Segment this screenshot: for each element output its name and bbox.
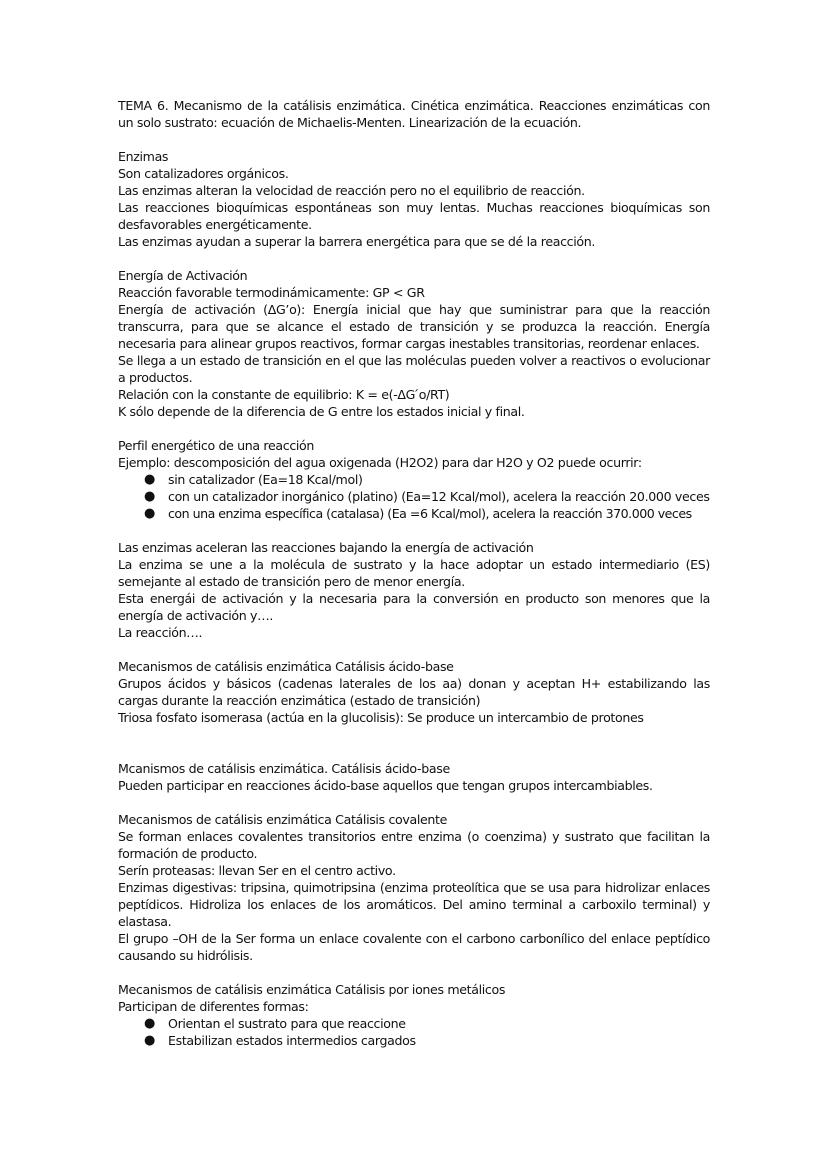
section-heading-enzimas: Enzimas [118,149,169,164]
list-item: ● Estabilizan estados intermedios cargados [144,1033,416,1048]
bullet-icon: ● [144,472,155,487]
paragraph: La enzima se une a la molécula de sustrato y la hace adoptar un estado intermediario (ES) semejante al estado de transición pero de menor energía. [118,557,710,589]
section-heading-perfil: Perfil energético de una reacción [118,438,315,453]
paragraph: Grupos ácidos y básicos (cadenas laterales de los aa) donan y aceptan H+ estabilizando las cargas durante la reacción enzimática (estado de transición) [118,676,710,708]
paragraph: Reacción favorable termodinámicamente: GP < GR [118,285,425,300]
paragraph: Se llega a un estado de transición en el que las moléculas pueden volver a reactivos o evolucionar a productos. [118,353,710,385]
section-heading-covalente: Mecanismos de catálisis enzimática Catálisis covalente [118,812,448,827]
paragraph: Participan de diferentes formas: [118,999,309,1014]
section-heading-metalicos: Mecanismos de catálisis enzimática Catálisis por iones metálicos [118,982,506,997]
paragraph: Energía de activación (ΔG’o): Energía inicial que hay que suministrar para que la reacción transcurra, para que se alcance el estado de transición y se produzca la reacción. Energía necesaria para alinear grupos reactivos, formar cargas inestables transitorias, reordenar enlaces. [118,302,710,351]
paragraph: Pueden participar en reacciones ácido-base aquellos que tengan grupos intercambiables. [118,778,653,793]
bullet-icon: ● [144,506,155,521]
bullet-icon: ● [144,489,155,504]
section-heading-acido-base: Mecanismos de catálisis enzimática Catálisis ácido-base [118,659,454,674]
section-heading-aceleran: Las enzimas aceleran las reacciones bajando la energía de activación [118,540,534,555]
paragraph: Son catalizadores orgánicos. [118,166,289,181]
document-page [118,97,710,1049]
paragraph: K sólo depende de la diferencia de G entre los estados inicial y final. [118,404,525,419]
bullet-list [118,471,710,522]
paragraph: Serín proteasas: llevan Ser en el centro activo. [118,863,396,878]
section-heading-activacion: Energía de Activación [118,268,248,283]
bullet-icon: ● [144,1016,155,1031]
list-item: ● Orientan el sustrato para que reaccione [144,1016,406,1031]
list-item: ● con un catalizador inorgánico (platino) (Ea=12 Kcal/mol), acelera la reacción 20.000 veces [144,489,710,504]
list-item: ● con una enzima específica (catalasa) (Ea =6 Kcal/mol), acelera la reacción 370.000 veces [144,506,692,521]
paragraph: Esta energái de activación y la necesaria para la conversión en producto son menores que la energía de activación y…. [118,591,710,623]
paragraph: Enzimas digestivas: tripsina, quimotripsina (enzima proteolítica que se usa para hidrolizar enlaces peptídicos. Hidroliza los enlaces de los aromáticos. Del amino terminal a carboxilo terminal) y elastasa. [118,880,710,929]
list-item: ● sin catalizador (Ea=18 Kcal/mol) [144,472,363,487]
document-title: TEMA 6. Mecanismo de la catálisis enzimática. Cinética enzimática. Reacciones enzimáticas con un solo sustrato: ecuación de Michaelis-Menten. Linearización de la ecuación. [118,98,710,130]
paragraph: Las enzimas alteran la velocidad de reacción pero no el equilibrio de reacción. [118,183,585,198]
paragraph: Triosa fosfato isomerasa (actúa en la glucolisis): Se produce un intercambio de protones [118,710,644,725]
section-heading-acido-base-2: Mcanismos de catálisis enzimática. Catálisis ácido-base [118,761,450,776]
paragraph: Ejemplo: descomposición del agua oxigenada (H2O2) para dar H2O y O2 puede ocurrir: [118,455,642,470]
paragraph: El grupo –OH de la Ser forma un enlace covalente con el carbono carbonílico del enlace peptídico causando su hidrólisis. [118,931,710,963]
paragraph: Las enzimas ayudan a superar la barrera energética para que se dé la reacción. [118,234,596,249]
paragraph: Relación con la constante de equilibrio: K = e(-ΔG ́o/RT) [118,387,450,402]
bullet-icon: ● [144,1033,155,1048]
bullet-list [118,1015,710,1049]
paragraph: Las reacciones bioquímicas espontáneas son muy lentas. Muchas reacciones bioquímicas son desfavorables energéticamente. [118,200,710,232]
paragraph: La reacción…. [118,625,203,640]
paragraph: Se forman enlaces covalentes transitorios entre enzima (o coenzima) y sustrato que facilitan la formación de producto. [118,829,710,861]
